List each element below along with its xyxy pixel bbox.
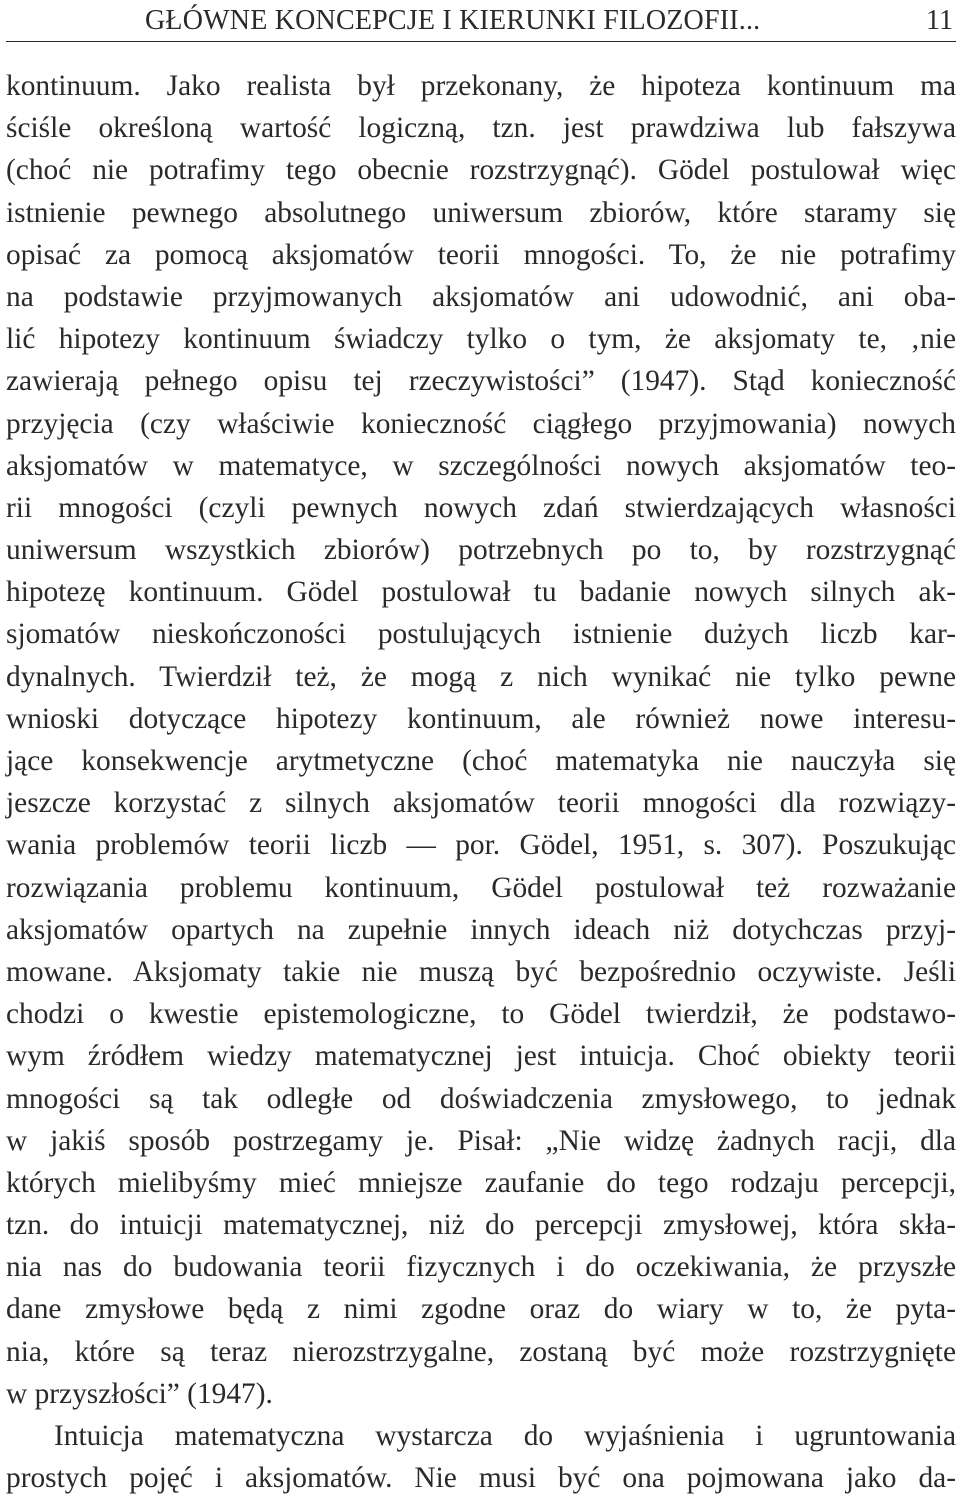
text-line: opisać za pomocą aksjomatów teorii mnogości. To, że nie potrafimy — [6, 238, 956, 271]
text-line: prostych pojęć i aksjomatów. Nie musi być ona pojmowana jako da- — [6, 1462, 956, 1495]
text-line: uniwersum wszystkich zbiorów) potrzebnych po to, by rozstrzygnąć — [6, 534, 956, 567]
text-line: kontinuum. Jako realista był przekonany, że hipoteza kontinuum ma — [6, 70, 956, 102]
text-line: rii mnogości (czyli pewnych nowych zdań stwierdzających własności — [6, 491, 956, 524]
text-line: na podstawie przyjmowanych aksjomatów ani udowodnić, ani oba- — [6, 280, 956, 313]
running-header — [0, 0, 960, 46]
running-header-title: GŁÓWNE KONCEPCJE I KIERUNKI FILOZOFII... — [145, 5, 761, 36]
text-line: których mielibyśmy mieć mniejsze zaufanie do tego rodzaju percepcji, — [6, 1166, 956, 1199]
text-line: mnogości są tak odległe od doświadczenia zmysłowego, to jednak — [6, 1082, 956, 1115]
text-line: nia, które są teraz nierozstrzygalne, zostaną być może rozstrzygnięte — [6, 1335, 956, 1368]
text-line: przyjęcia (czy właściwie konieczność ciągłego przyjmowania) nowych — [6, 407, 956, 440]
text-line: mowane. Aksjomaty takie nie muszą być bezpośrednio oczywiste. Jeśli — [6, 955, 956, 988]
text-line: sjomatów nieskończoności postulujących istnienie dużych liczb kar- — [6, 618, 956, 651]
text-line: hipotezę kontinuum. Gödel postulował tu badanie nowych silnych ak- — [6, 576, 956, 609]
paragraph-2 — [6, 1415, 956, 1499]
page-number: 11 — [926, 5, 953, 36]
text-line: nia nas do budowania teorii fizycznych i do oczekiwania, że przyszłe — [6, 1251, 956, 1284]
text-line: lić hipotezy kontinuum świadczy tylko o tym, że aksjomaty te, ‚nie — [6, 323, 956, 356]
text-line: wnioski dotyczące hipotezy kontinuum, ale również nowe interesu- — [6, 702, 956, 735]
text-line: dane zmysłowe będą z nimi zgodne oraz do wiary w to, że pyta- — [6, 1293, 956, 1326]
text-line: w jakiś sposób postrzegamy je. Pisał: „Nie widzę żadnych racji, dla — [6, 1124, 956, 1157]
text-line: zawierają pełnego opisu tej rzeczywistości” (1947). Stąd konieczność — [6, 365, 956, 398]
text-line: istnienie pewnego absolutnego uniwersum zbiorów, które staramy się — [6, 196, 956, 229]
text-line: ściśle określoną wartość logiczną, tzn. jest prawdziwa lub fałszywa — [6, 112, 956, 145]
text-line: (choć nie potrafimy tego obecnie rozstrzygnąć). Gödel postulował więc — [6, 154, 956, 187]
paragraph-1 — [6, 65, 956, 1415]
text-line: wym źródłem wiedzy matematycznej jest intuicja. Choć obiekty teorii — [6, 1040, 956, 1073]
body-text — [6, 65, 956, 1499]
text-line: dynalnych. Twierdził też, że mogą z nich wynikać nie tylko pewne — [6, 660, 956, 693]
text-line: jeszcze korzystać z silnych aksjomatów teorii mnogości dla rozwiązy- — [6, 787, 956, 820]
text-line: chodzi o kwestie epistemologiczne, to Gödel twierdził, że podstawo- — [6, 998, 956, 1031]
text-line: wania problemów teorii liczb — por. Gödel, 1951, s. 307). Poszukując — [6, 829, 956, 862]
text-line: rozwiązania problemu kontinuum, Gödel postulował też rozważanie — [6, 871, 956, 904]
text-line: jące konsekwencje arytmetyczne (choć matematyka nie nauczyła się — [6, 745, 956, 777]
text-line: aksjomatów opartych na zupełnie innych ideach niż dotychczas przyj- — [6, 913, 956, 946]
text-line: w przyszłości” (1947). — [6, 1377, 273, 1410]
text-line: aksjomatów w matematyce, w szczególności nowych aksjomatów teo- — [6, 449, 956, 482]
text-line: tzn. do intuicji matematycznej, niż do percepcji zmysłowej, która skła- — [6, 1209, 956, 1242]
text-line: Intuicja matematyczna wystarcza do wyjaśnienia i ugruntowania — [54, 1420, 956, 1452]
header-rule — [6, 41, 956, 42]
